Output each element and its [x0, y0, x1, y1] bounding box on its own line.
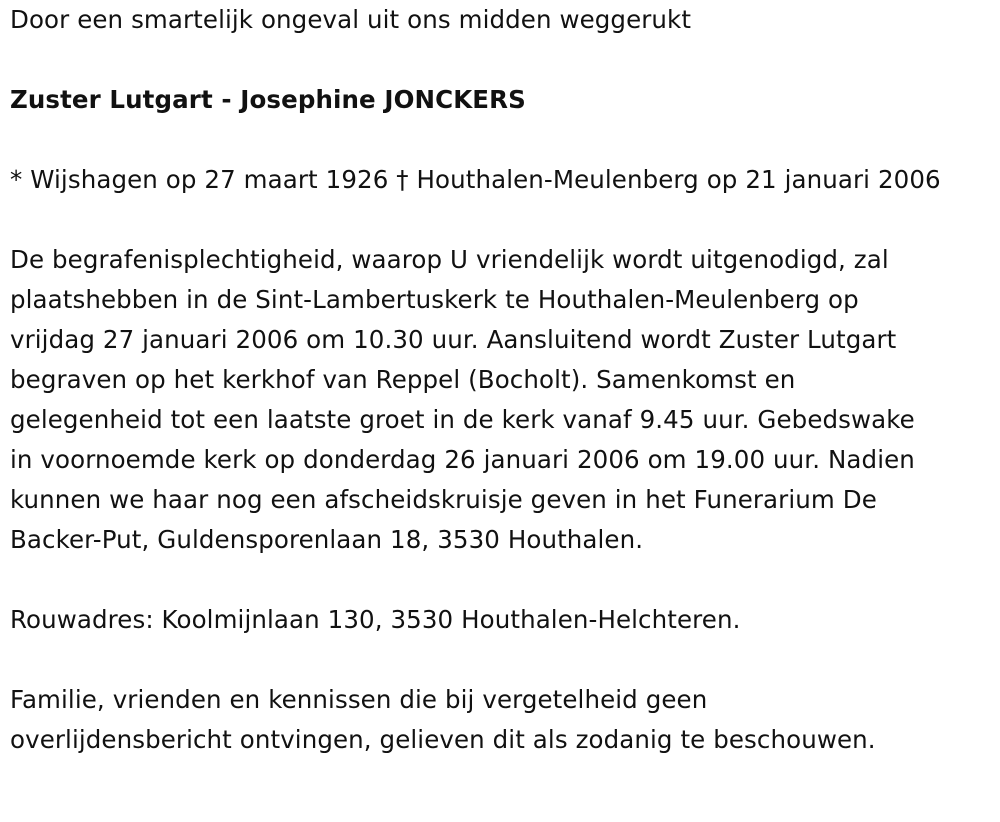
deceased-name: Zuster Lutgart - Josephine JONCKERS — [10, 85, 526, 114]
ceremony-line: kunnen we haar nog een afscheidskruisje geven in het Funerarium De — [10, 485, 877, 514]
death-notice — [10, 0, 990, 760]
spacer — [10, 40, 990, 80]
ceremony-paragraph — [10, 240, 990, 560]
mourning-address: Rouwadres: Koolmijnlaan 130, 3530 Houthalen-Helchteren. — [10, 605, 741, 634]
spacer — [10, 560, 990, 600]
ceremony-line: begraven op het kerkhof van Reppel (Bocholt). Samenkomst en — [10, 365, 796, 394]
closing-line: overlijdensbericht ontvingen, gelieven dit als zodanig te beschouwen. — [10, 725, 876, 754]
ceremony-line: plaatshebben in de Sint-Lambertuskerk te Houthalen-Meulenberg op — [10, 285, 859, 314]
ceremony-line: vrijdag 27 januari 2006 om 10.30 uur. Aansluitend wordt Zuster Lutgart — [10, 325, 897, 354]
closing-paragraph — [10, 680, 990, 760]
intro-text: Door een smartelijk ongeval uit ons midden weggerukt — [10, 5, 692, 34]
ceremony-line: in voornoemde kerk op donderdag 26 januari 2006 om 19.00 uur. Nadien — [10, 445, 915, 474]
spacer — [10, 640, 990, 680]
ceremony-line: Backer-Put, Guldensporenlaan 18, 3530 Houthalen. — [10, 525, 644, 554]
spacer — [10, 120, 990, 160]
ceremony-line: De begrafenisplechtigheid, waarop U vriendelijk wordt uitgenodigd, zal — [10, 245, 889, 274]
closing-line: Familie, vrienden en kennissen die bij vergetelheid geen — [10, 685, 708, 714]
spacer — [10, 200, 990, 240]
ceremony-line: gelegenheid tot een laatste groet in de kerk vanaf 9.45 uur. Gebedswake — [10, 405, 915, 434]
birth-death-text: * Wijshagen op 27 maart 1926 † Houthalen-Meulenberg op 21 januari 2006 — [10, 165, 941, 194]
